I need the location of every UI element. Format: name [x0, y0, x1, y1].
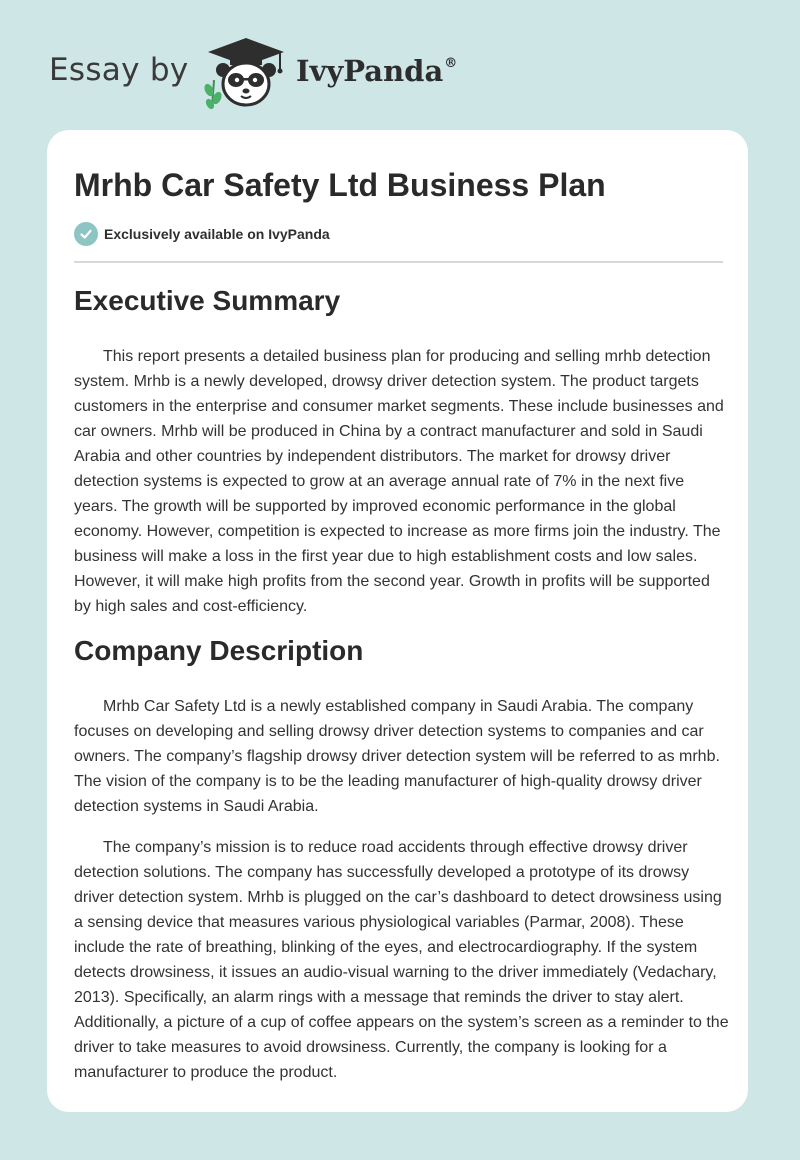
essay-card [47, 130, 748, 1112]
check-circle-icon [74, 222, 98, 246]
section-heading-executive-summary: Executive Summary [74, 285, 341, 316]
registered-mark: ® [444, 56, 458, 71]
panda-logo-graphic [200, 34, 292, 110]
executive-summary-paragraph: This report presents a detailed business plan for producing and selling mrhb detection system. Mrhb is a newly developed, drowsy driver detection system. The product targets customers in the enterprise and consumer market segments. These include businesses and car owners. Mrhb will be produced in China by a contract manufacturer and sold in Saudi Arabia and other countries by independent distributors. The market for drowsy driver detection systems is expected to grow at an average annual rate of 7% in the next five years. The growth will be supported by improved economic performance in the global economy. However, competition is expected to increase as more firms join the industry. The business will make a loss in the first year due to high establishment costs and low sales. However, it will make high profits from the second year. Growth in profits will be supported by high sales and cost-efficiency. [74, 348, 724, 615]
site-header [0, 0, 800, 130]
page-title: Mrhb Car Safety Ltd Business Plan [74, 167, 606, 203]
check-mark-graphic [79, 227, 93, 241]
brand-prefix: Essay by [49, 52, 189, 88]
section-heading-company-description: Company Description [74, 635, 364, 666]
exclusive-badge-label: Exclusively available on IvyPanda [104, 226, 330, 242]
title-divider [74, 261, 723, 263]
brand-name-text: IvyPanda [296, 54, 444, 88]
panda-logo-icon[interactable] [200, 34, 292, 110]
company-description-paragraph-2: The company’s mission is to reduce road accidents through effective drowsy driver detection solutions. The company has successfully developed a prototype of its drowsy driver detection system. Mrhb is plugged on the car’s dashboard to detect drowsiness using a sensing device that measures various physiological variables (Parmar, 2008). These include the rate of breathing, blinking of the eyes, and electrocardiography. If the system detects drowsiness, it issues an audio-visual warning to the driver immediately (Vedachary, 2013). Specifically, an alarm rings with a message that reminds the driver to stay alert. Additionally, a picture of a cup of coffee appears on the system’s screen as a reminder to the driver to take measures to avoid drowsiness. Currently, the company is looking for a manufacturer to produce the product. [74, 839, 729, 1081]
brand-name[interactable] [296, 54, 457, 88]
company-description-paragraph-1: Mrhb Car Safety Ltd is a newly established company in Saudi Arabia. The company focuses on developing and selling drowsy driver detection systems to companies and car owners. The company’s flagship drowsy driver detection system will be referred to as mrhb. The vision of the company is to be the leading manufacturer of high-quality drowsy driver detection systems in Saudi Arabia. [74, 698, 720, 815]
exclusive-badge [74, 222, 330, 246]
